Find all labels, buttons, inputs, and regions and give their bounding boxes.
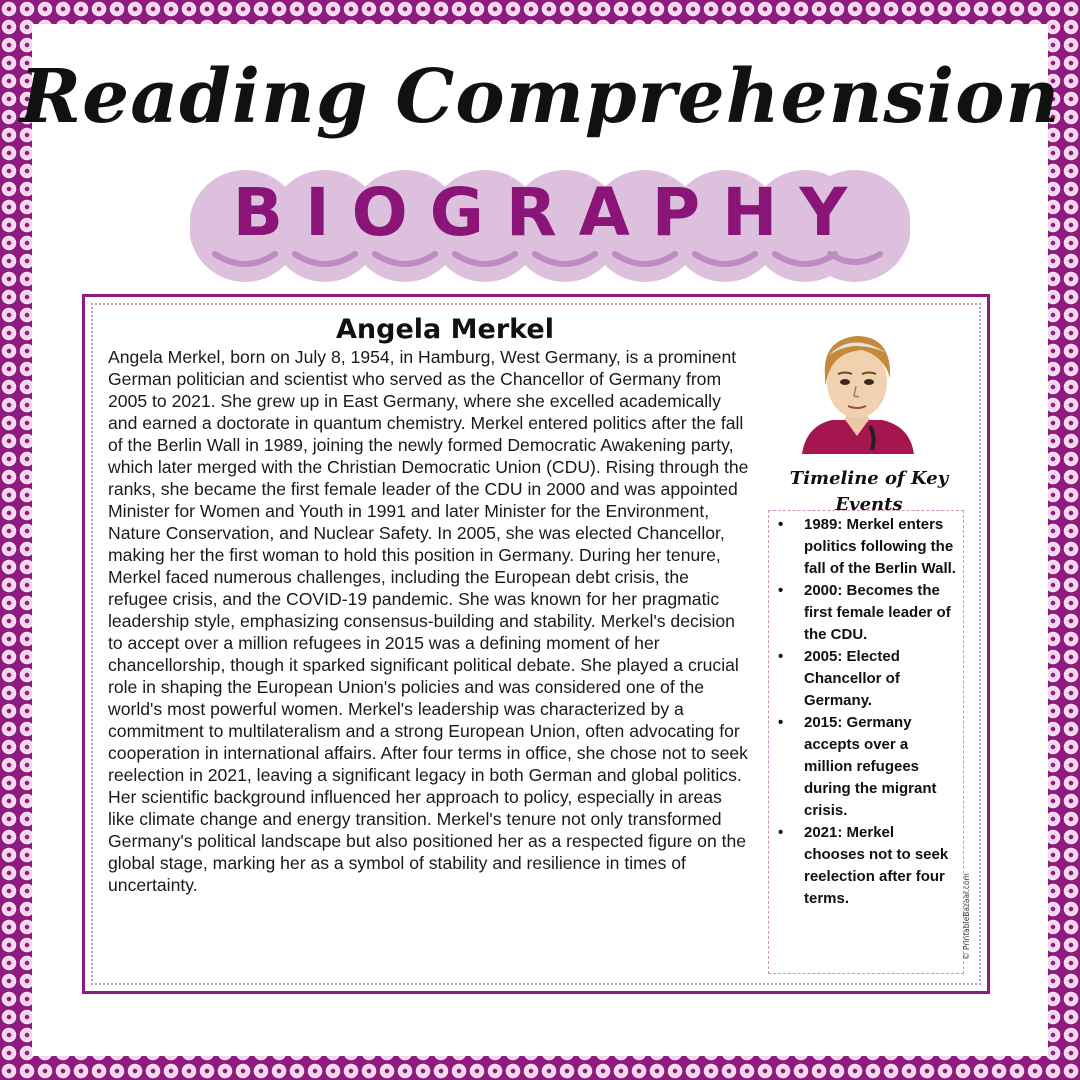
copyright-notice: © PrintableBazaar.com — [962, 873, 971, 960]
timeline-title: Timeline of Key Events — [789, 468, 949, 515]
timeline-event: • 1989: Merkel enters politics following the fall of the Berlin Wall. — [776, 514, 956, 580]
biography-heading: BIOGRAPHY — [232, 174, 870, 251]
biography-text: Angela Merkel, born on July 8, 1954, in Hamburg, West Germany, is a prominent German politician and scientist who served as the Chancellor of Germany from 2005 to 2021. She grew up in East Germany, where she excelled academically and earned a doctorate in quantum chemistry. Merkel entered politics after the fall of the Berlin Wall in 1989, joining the newly formed Democratic Awakening party, which later merged with the Christian Democratic Union (CDU). Rising through the ranks, she became the first female leader of the CDU in 2000 and was appointed Minister for Women and Youth in 1991 and later Minister for the Environment, Nature Conservation, and Nuclear Safety. In 2005, she was elected Chancellor, making her the first woman to hold this position in Germany. During her tenure, Merkel faced numerous challenges, including the European debt crisis, the refugee crisis, and the COVID-19 pandemic. She was known for her pragmatic leadership style, emphasizing consensus-building and stability. Merkel's decision to accept over a million refugees in 2015 was a defining moment of her chancellorship, though it sparked significant political debate. She played a crucial role in shaping the European Union's policies and was considered one of the world's most powerful women. Merkel's leadership was characterized by a commitment to multilateralism and a strong European Union, often advocating for cooperation in international affairs. After four terms in office, she chose not to seek reelection in 2021, leaving a significant legacy in both German and global politics. Her scientific background influenced her approach to policy, especially in areas like climate change and energy transition. Merkel's tenure not only transformed Germany's political landscape but also positioned her as a respected figure on the global stage, marking her as a symbol of stability and resilience in times of uncertainty. — [108, 347, 749, 895]
timeline-event: • 2005: Elected Chancellor of Germany. — [776, 646, 956, 712]
person-name: Angela Merkel — [336, 314, 554, 345]
timeline-list — [776, 514, 956, 910]
portrait-illustration — [792, 326, 922, 456]
page-title: Reading Comprehension — [19, 54, 1061, 140]
timeline-event: • 2000: Becomes the first female leader of the CDU. — [776, 580, 956, 646]
timeline-event: • 2015: Germany accepts over a million refugees during the migrant crisis. — [776, 712, 956, 822]
timeline-event: • 2021: Merkel chooses not to seek reelection after four terms. — [776, 822, 956, 910]
